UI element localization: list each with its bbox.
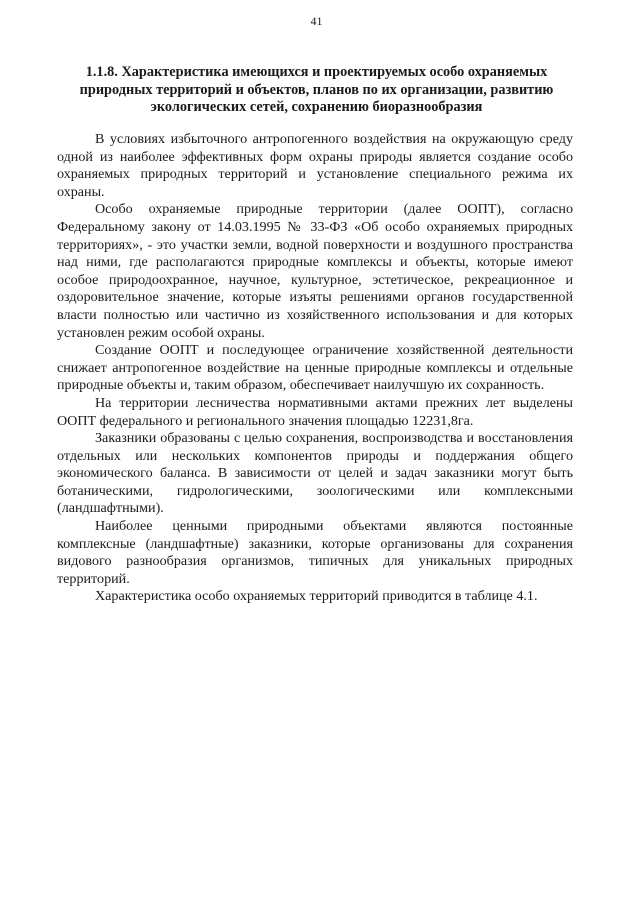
paragraph-reserves: Заказники образованы с целью сохранения, воспроизводства и восстановления отдельных или нескольких компонентов природы и поддержания общего экономического баланса. В зависимости от целей и задач заказники могут быть ботаническими, гидрологическими, зоологическими или комплексными (ландшафтными). xyxy=(57,430,573,517)
paragraph-creation: Создание ООПТ и последующее ограничение хозяйственной деятельности снижает антропогенное воздействие на ценные природные комплексы и отдельные природные объекты и, таким образом, обеспечивает наилучшую их сохранность. xyxy=(57,342,573,394)
paragraph-table-reference: Характеристика особо охраняемых территорий приводится в таблице 4.1. xyxy=(95,588,538,605)
page-number: 41 xyxy=(310,14,323,28)
section-heading: 1.1.8. Характеристика имеющихся и проектируемых особо охраняемых природных территорий и объектов, планов по их организации, развитию экологических сетей, сохранению биоразнообразия xyxy=(79,64,554,115)
paragraph-intro: В условиях избыточного антропогенного воздействия на окружающую среду одной из наиболее эффективных форм охраны природы является создание особо охраняемых природных территорий и установление специального режима их охраны. xyxy=(57,131,573,200)
paragraph-valuable-objects: Наиболее ценными природными объектами являются постоянные комплексные (ландшафтные) заказники, которые организованы для сохранения видового разнообразия организмов, типичных для уникальных природных территорий. xyxy=(57,518,573,587)
paragraph-area: На территории лесничества нормативными актами прежних лет выделены ООПТ федерального и регионального значения площадью 12231,8га. xyxy=(57,394,573,429)
body-text xyxy=(57,131,573,606)
paragraph-definition: Особо охраняемые природные территории (далее ООПТ), согласно Федеральному закону от 14.03.1995 № 33-ФЗ «Об особо охраняемых природных территориях», - это участки земли, водной поверхности и воздушного пространства над ними, где располагаются природные комплексы и объекты, которые имеют особое природоохранное, научное, культурное, эстетическое, рекреационное и оздоровительное значение, которые изъяты решениями органов государственной власти полностью или частично из хозяйственного использования и для которых установлен режим особой охраны. xyxy=(57,201,573,341)
